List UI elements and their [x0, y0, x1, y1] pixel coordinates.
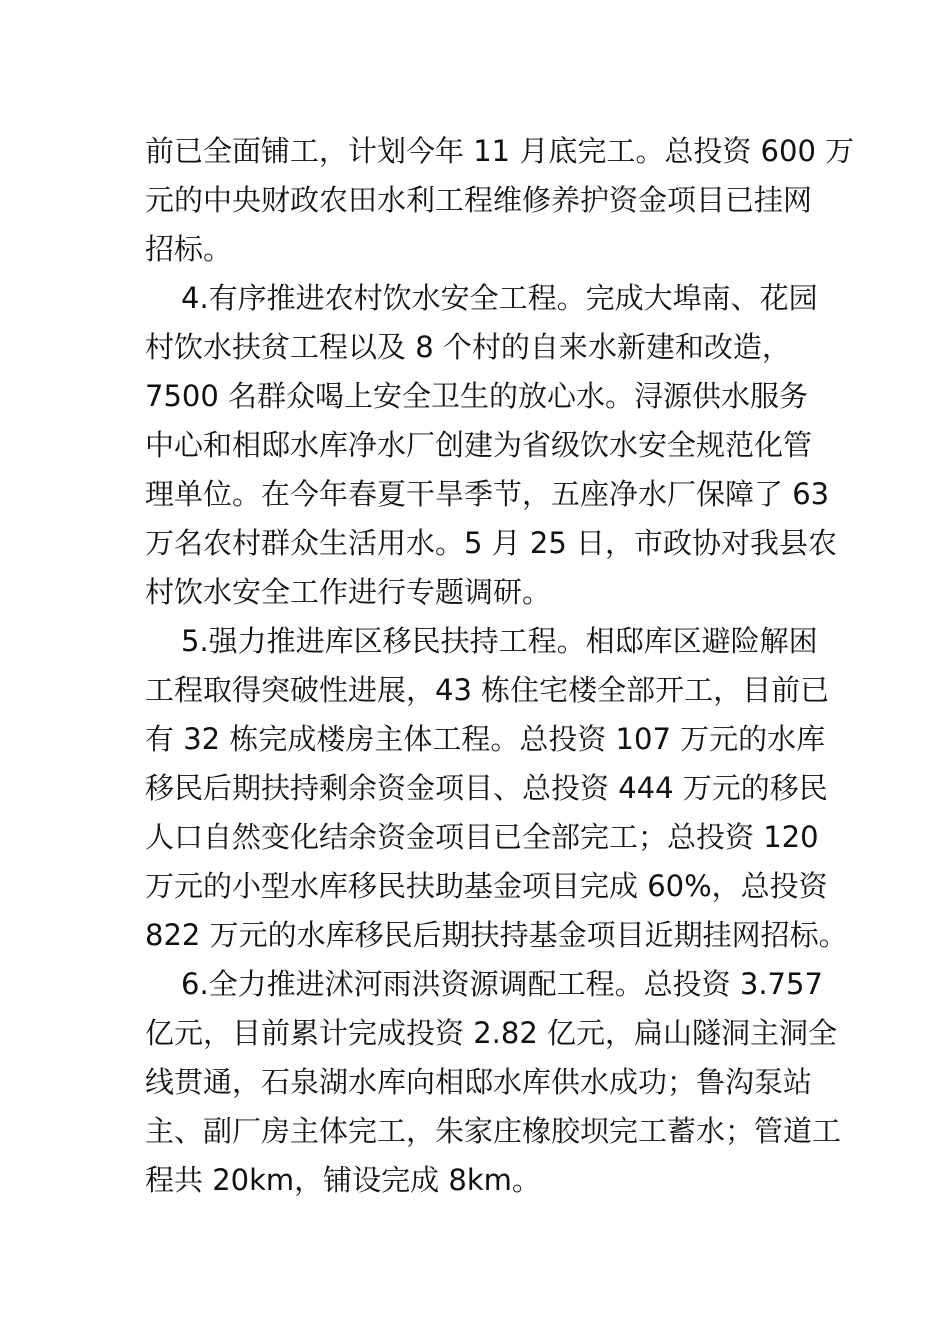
text-line: 村饮水安全工作进行专题调研。: [145, 575, 552, 609]
document-body: [145, 127, 855, 1205]
text-line: 5.强力推进库区移民扶持工程。相邸库区避险解困: [181, 624, 818, 658]
text-line: 线贯通，石泉湖水库向相邸水库供水成功；鲁沟泵站: [145, 1065, 813, 1099]
text-line: 中心和相邸水库净水厂创建为省级饮水安全规范化管: [145, 428, 813, 462]
text-line: 招标。: [145, 232, 233, 266]
text-line: 有 32 栋完成楼房主体工程。总投资 107 万元的水库: [145, 722, 826, 756]
text-line: 人口自然变化结余资金项目已全部完工；总投资 120: [145, 820, 819, 854]
text-line: 7500 名群众喝上安全卫生的放心水。浔源供水服务: [145, 379, 809, 413]
paragraph-shuhe-flood-resources: [145, 960, 842, 1205]
text-line: 主、副厂房主体完工，朱家庄橡胶坝完工蓄水；管道工: [145, 1114, 842, 1148]
text-line: 程共 20km，铺设完成 8km。: [145, 1163, 541, 1197]
text-line: 822 万元的水库移民后期扶持基金项目近期挂网招标。: [145, 918, 848, 952]
text-line: 工程取得突破性进展，43 栋住宅楼全部开工，目前已: [145, 673, 830, 707]
text-line: 万元的小型水库移民扶助基金项目完成 60%，总投资: [145, 869, 828, 903]
paragraph-reservoir-resettlement: [145, 617, 848, 960]
text-line: 6.全力推进沭河雨洪资源调配工程。总投资 3.757: [181, 967, 823, 1001]
text-line: 理单位。在今年春夏干旱季节，五座净水厂保障了 63: [145, 477, 830, 511]
paragraph-project-funding: [145, 127, 855, 274]
paragraph-drinking-water-safety: [145, 274, 838, 617]
text-line: 前已全面铺工，计划今年 11 月底完工。总投资 600 万: [145, 134, 855, 168]
text-line: 4.有序推进农村饮水安全工程。完成大埠南、花园: [181, 281, 818, 315]
text-line: 万名农村群众生活用水。5 月 25 日，市政协对我县农: [145, 526, 838, 560]
text-line: 移民后期扶持剩余资金项目、总投资 444 万元的移民: [145, 771, 828, 805]
text-line: 元的中央财政农田水利工程维修养护资金项目已挂网: [145, 183, 813, 217]
text-line: 亿元，目前累计完成投资 2.82 亿元，扁山隧洞主洞全: [145, 1016, 838, 1050]
text-line: 村饮水扶贫工程以及 8 个村的自来水新建和改造，: [145, 330, 791, 364]
